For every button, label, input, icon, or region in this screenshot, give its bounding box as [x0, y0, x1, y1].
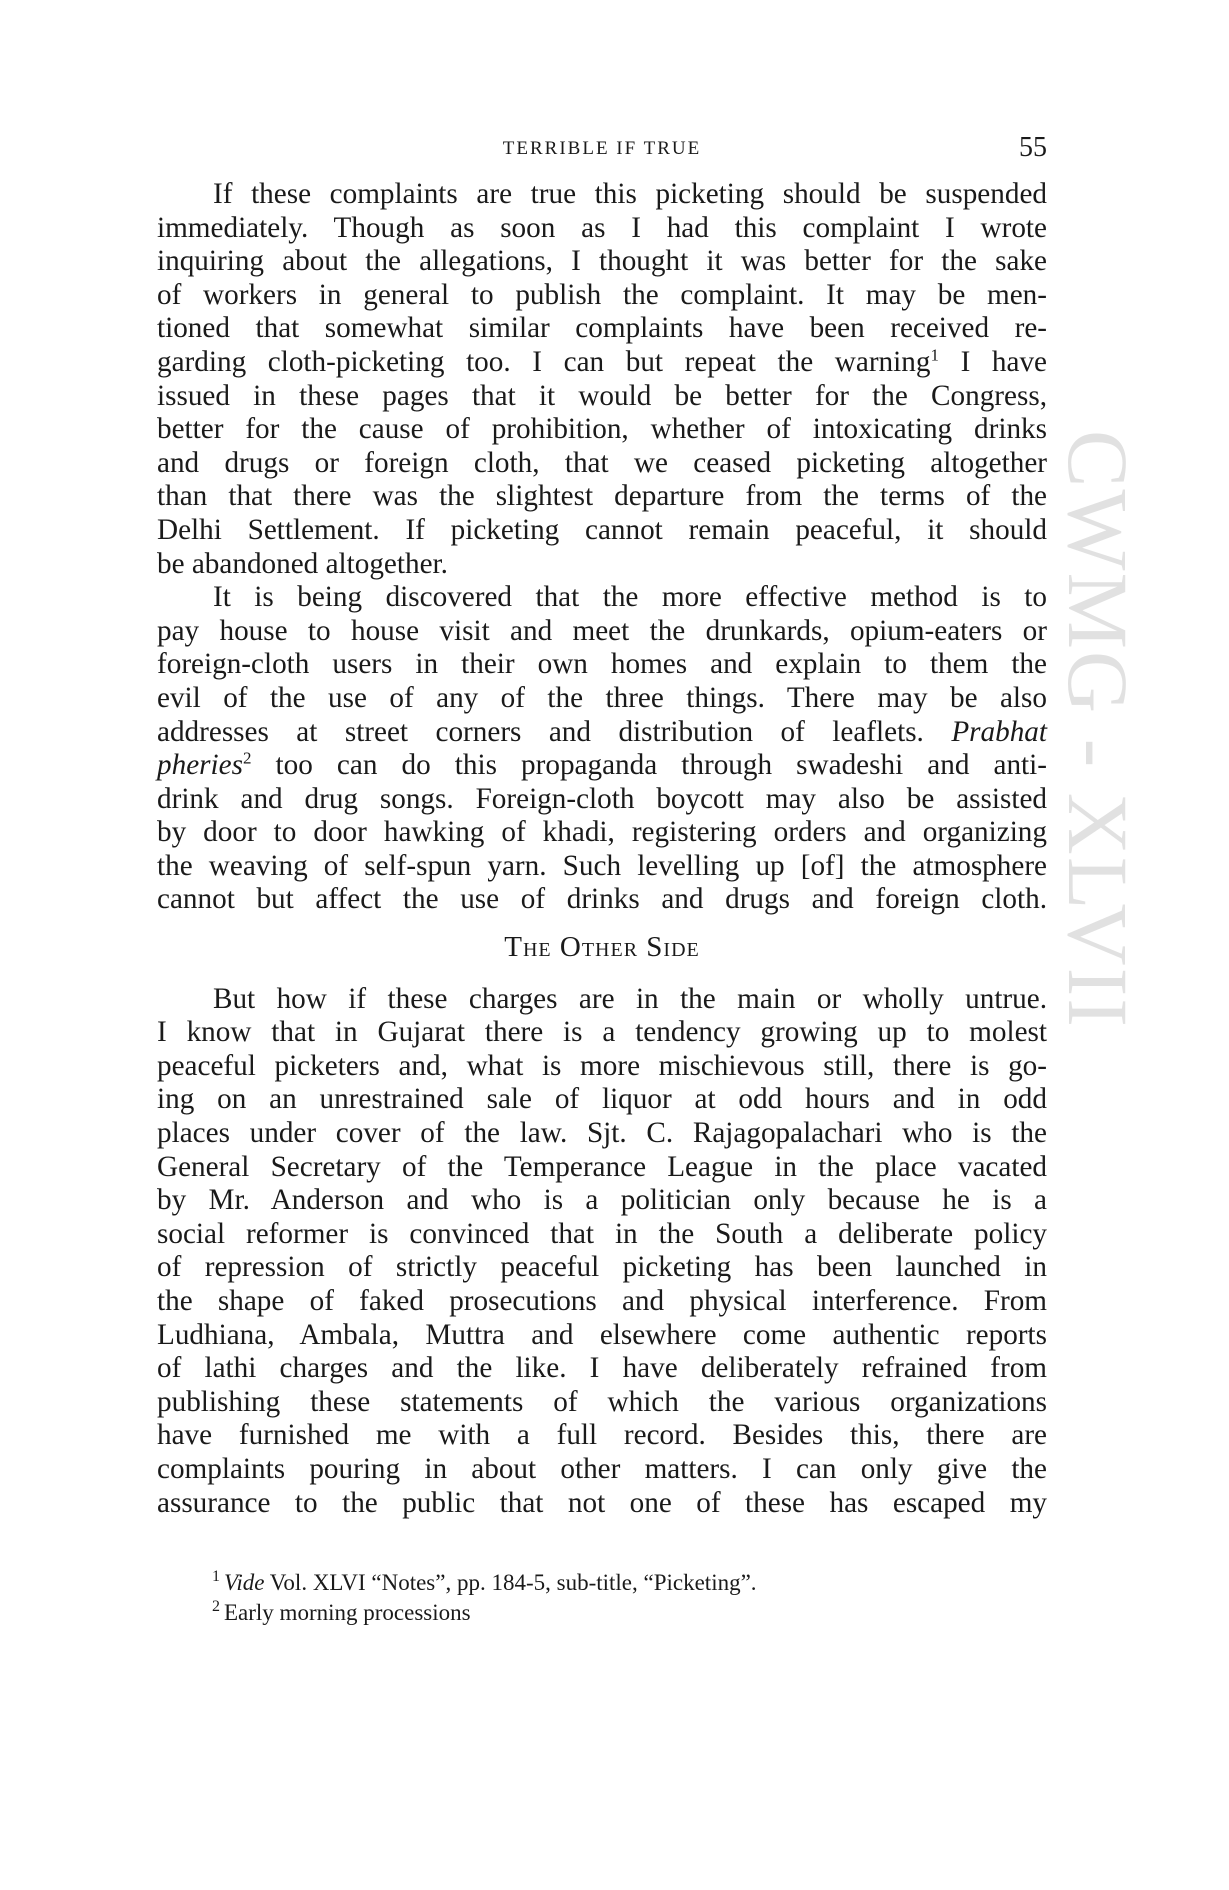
text-line: peaceful picketers and, what is more mischievous still, there is go-: [157, 1049, 1047, 1082]
text-line: have furnished me with a full record. Besides this, there are: [157, 1419, 1047, 1452]
page-header: [157, 132, 1047, 168]
text-line: cannot but affect the use of drinks and drugs and foreign cloth.: [157, 883, 1047, 916]
text-line: [157, 749, 1047, 783]
text-line: inquiring about the allegations, I thought it was better for the sake: [157, 245, 1047, 278]
text-line: of workers in general to publish the complaint. It may be men-: [157, 278, 1047, 311]
text-line: [157, 716, 1047, 750]
text-line: immediately. Though as soon as I had this complaint I wrote: [157, 211, 1047, 244]
footnote-ref: 2: [242, 748, 252, 768]
italic-word: pheries: [157, 749, 243, 782]
text-run: addresses at street corners and distribution of leaflets.: [157, 715, 952, 748]
text-line: pay house to house visit and meet the drunkards, opium-eaters or: [157, 614, 1047, 647]
text-line: Ludhiana, Ambala, Muttra and elsewhere come authentic reports: [157, 1318, 1047, 1351]
italic-word: Prabhat: [951, 715, 1047, 748]
text-line: places under cover of the law. Sjt. C. Rajagopalachari who is the: [157, 1117, 1047, 1150]
text-line: issued in these pages that it would be better for the Congress,: [157, 379, 1047, 412]
text-line: by door to door hawking of khadi, registering orders and organizing: [157, 816, 1047, 849]
text-line: of repression of strictly peaceful picketing has been launched in: [157, 1251, 1047, 1284]
footnote-text: Vol. XLVI “Notes”, pp. 184-5, sub-title, “Picketing”.: [264, 1570, 757, 1595]
text-line: If these complaints are true this picketing should be suspended: [213, 178, 1047, 210]
footnote: [212, 1568, 1012, 1598]
page-number: 55: [1019, 132, 1047, 163]
text-line: by Mr. Anderson and who is a politician only because he is a: [157, 1184, 1047, 1217]
text-line: be abandoned altogether.: [157, 547, 448, 580]
text-line: and drugs or foreign cloth, that we ceased picketing altogether: [157, 446, 1047, 479]
text-line: assurance to the public that not one of these has escaped my: [157, 1486, 1047, 1519]
text-run: I have: [938, 345, 1047, 378]
text-line: ing on an unrestrained sale of liquor at odd hours and in odd: [157, 1083, 1047, 1116]
text-line: evil of the use of any of the three things. There may be also: [157, 681, 1047, 714]
text-line: of lathi charges and the like. I have deliberately refrained from: [157, 1352, 1047, 1385]
text-line: complaints pouring in about other matters. I can only give the: [157, 1452, 1047, 1485]
text-line: better for the cause of prohibition, whether of intoxicating drinks: [157, 413, 1047, 446]
text-line: [157, 346, 1047, 380]
footnote-italic: Vide: [224, 1570, 265, 1595]
text-line: the weaving of self-spun yarn. Such levelling up [of] the atmosphere: [157, 849, 1047, 882]
text-line: the shape of faked prosecutions and physical interference. From: [157, 1285, 1047, 1317]
text-line: Delhi Settlement. If picketing cannot remain peaceful, it should: [157, 513, 1047, 546]
footnote-number: 1: [212, 1568, 220, 1586]
footnotes: [212, 1568, 1012, 1628]
footnote-ref: 1: [930, 345, 939, 365]
text-line: publishing these statements of which the various organizations: [157, 1385, 1047, 1418]
running-head: TERRIBLE IF TRUE: [502, 138, 702, 159]
text-line: drink and drug songs. Foreign-cloth boycott may also be assisted: [157, 782, 1047, 815]
text-run: too can do this propaganda through swadeshi and anti-: [251, 749, 1047, 782]
text-run: garding cloth-picketing too. I can but repeat the warning: [157, 345, 931, 378]
body-text: [157, 178, 1047, 1520]
section-heading: The Other Side: [504, 931, 700, 964]
footnote: [212, 1598, 1012, 1628]
footnote-number: 2: [212, 1598, 220, 1616]
text-line: social reformer is convinced that in the South a deliberate policy: [157, 1217, 1047, 1250]
text-line: tioned that somewhat similar complaints have been received re-: [157, 312, 1047, 345]
text-line: It is being discovered that the more effective method is to: [213, 581, 1047, 614]
watermark: CWMG - XLVII: [1050, 430, 1146, 1029]
footnote-text: Early morning processions: [224, 1600, 471, 1625]
text-line: than that there was the slightest departure from the terms of the: [157, 480, 1047, 513]
text-line: foreign-cloth users in their own homes and explain to them the: [157, 648, 1047, 681]
text-line: I know that in Gujarat there is a tendency growing up to molest: [157, 1016, 1047, 1049]
text-line: But how if these charges are in the main or wholly untrue.: [213, 982, 1047, 1015]
text-line: General Secretary of the Temperance League in the place vacated: [157, 1150, 1047, 1183]
